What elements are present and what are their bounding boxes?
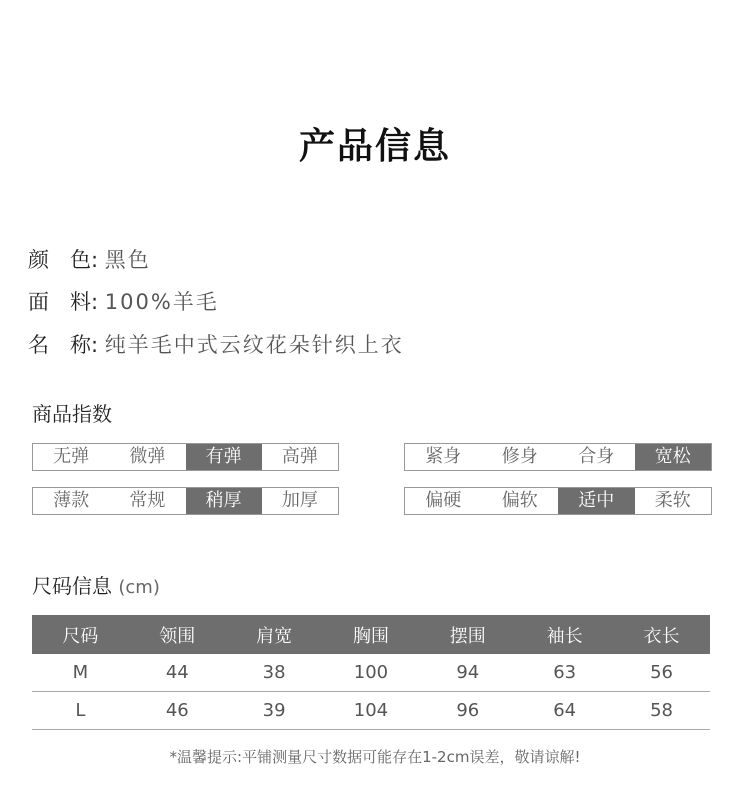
elastic-scale [32,443,339,471]
info-row-fabric [28,287,219,317]
scale-option: 柔软 [654,490,691,511]
info-row-color [28,245,151,275]
header-hem: 摆围 [419,615,516,654]
table-cell: 46 [129,692,226,730]
table-cell: M [32,654,129,692]
scale-option: 无弹 [53,446,90,467]
info-value: 100%羊毛 [104,290,219,314]
scale-option: 高弹 [281,446,318,467]
table-cell: 38 [226,654,323,692]
table-cell: 100 [323,654,420,692]
scale-option: 偏硬 [425,490,462,511]
thickness-scale [32,487,339,515]
info-value: 黑色 [104,248,151,272]
size-table [32,615,710,730]
fit-scale [404,443,712,471]
table-cell: 63 [516,654,613,692]
table-cell: 44 [129,654,226,692]
page-title: 产品信息 [298,126,451,167]
scale-option-selected: 稍厚 [186,488,262,514]
table-cell: 64 [516,692,613,730]
scale-option: 紧身 [425,446,462,467]
table-row [32,654,710,692]
header-length: 衣长 [613,615,710,654]
table-cell: 104 [323,692,420,730]
size-unit: (cm) [118,577,160,598]
header-shoulder: 肩宽 [226,615,323,654]
scale-option: 合身 [578,446,615,467]
info-label: 名 称: [28,333,99,357]
info-label: 面 料: [28,290,99,314]
table-cell: 96 [419,692,516,730]
header-neck: 领围 [129,615,226,654]
header-size: 尺码 [32,615,129,654]
scale-option: 微弹 [129,446,166,467]
softness-scale [404,487,712,515]
scale-option-selected: 宽松 [635,444,712,470]
size-title: 尺码信息 [32,574,112,598]
scale-option: 常规 [129,490,166,511]
table-cell: 94 [419,654,516,692]
table-cell: L [32,692,129,730]
info-label: 颜 色: [28,248,99,272]
scale-option-selected: 有弹 [186,444,262,470]
size-table-header [32,615,710,654]
header-chest: 胸围 [323,615,420,654]
scale-option-selected: 适中 [558,488,635,514]
index-section-title: 商品指数 [32,402,112,426]
table-row [32,692,710,730]
info-row-name [28,330,404,360]
table-cell: 58 [613,692,710,730]
table-cell: 56 [613,654,710,692]
scale-option: 修身 [501,446,538,467]
info-value: 纯羊毛中式云纹花朵针织上衣 [104,333,404,357]
scale-option: 加厚 [281,490,318,511]
scale-option: 薄款 [53,490,90,511]
table-cell: 39 [226,692,323,730]
disclaimer-note: *温馨提示:平铺测量尺寸数据可能存在1-2cm误差，敬请谅解! [169,748,581,766]
scale-option: 偏软 [501,490,538,511]
size-section-title [32,570,160,599]
header-sleeve: 袖长 [516,615,613,654]
